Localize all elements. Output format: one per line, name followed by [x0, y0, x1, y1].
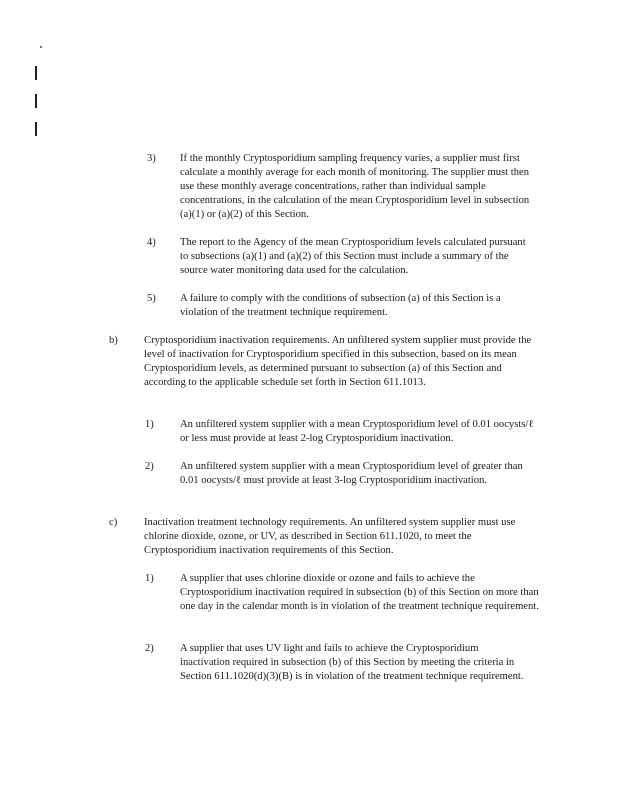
item-number: 1)	[145, 573, 154, 584]
item-number: b)	[109, 335, 118, 346]
paragraph-a3: If the monthly Cryptosporidium sampling frequency varies, a supplier must first calculate a monthly average for each month of monitoring. The supplier must then use these monthly average concentrations, rather than individual sample concentrations, in the calculation of the mean Cryptosporidium level in subsection (a)(1) or (a)(2) of this Section.	[180, 153, 530, 220]
paragraph-b2: An unfiltered system supplier with a mean Cryptosporidium level of greater than 0.01 oocysts/ℓ must provide at least 3-log Cryptosporidium inactivation.	[180, 461, 523, 486]
item-number: c)	[109, 517, 118, 528]
paragraph-b1: An unfiltered system supplier with a mean Cryptosporidium level of 0.01 oocysts/ℓ or less must provide at least 2-log Cryptosporidium inactivation.	[180, 419, 534, 444]
revision-bar	[35, 66, 37, 80]
paragraph-c2: A supplier that uses UV light and fails to achieve the Cryptosporidium inactivation required in subsection (b) of this Section by meeting the criteria in Section 611.1020(d)(3)(B) is in violation of the treatment technique requirement.	[180, 643, 524, 682]
paragraph-c: Inactivation treatment technology requirements. An unfiltered system supplier must use chlorine dioxide, ozone, or UV, as described in Section 611.1020, to meet the Cryptosporidium inactivation requirements of this Section.	[144, 517, 516, 556]
item-number: 3)	[147, 153, 156, 164]
paragraph-b: Cryptosporidium inactivation requirements. An unfiltered system supplier must provide the level of inactivation for Cryptosporidium specified in this subsection, based on its mean Cryptosporidium levels, as determined pursuant to subsection (a) of this Section and according to the applicable schedule set forth in Section 611.1013.	[144, 335, 532, 388]
item-number: 5)	[147, 293, 156, 304]
item-number: 2)	[145, 643, 154, 654]
scan-speck	[40, 46, 42, 48]
item-number: 4)	[147, 237, 156, 248]
item-number: 2)	[145, 461, 154, 472]
item-number: 1)	[145, 419, 154, 430]
revision-bar	[35, 94, 37, 108]
revision-bar	[35, 122, 37, 136]
paragraph-a5: A failure to comply with the conditions of subsection (a) of this Section is a violation of the treatment technique requirement.	[180, 293, 501, 318]
paragraph-a4: The report to the Agency of the mean Cryptosporidium levels calculated pursuant to subsections (a)(1) and (a)(2) of this Section must include a summary of the source water monitoring data used for the calculation.	[180, 237, 526, 276]
paragraph-c1: A supplier that uses chlorine dioxide or ozone and fails to achieve the Cryptosporidium inactivation required in subsection (b) of this Section on more than one day in the calendar month is in violation of the treatment technique requirement.	[180, 573, 539, 612]
